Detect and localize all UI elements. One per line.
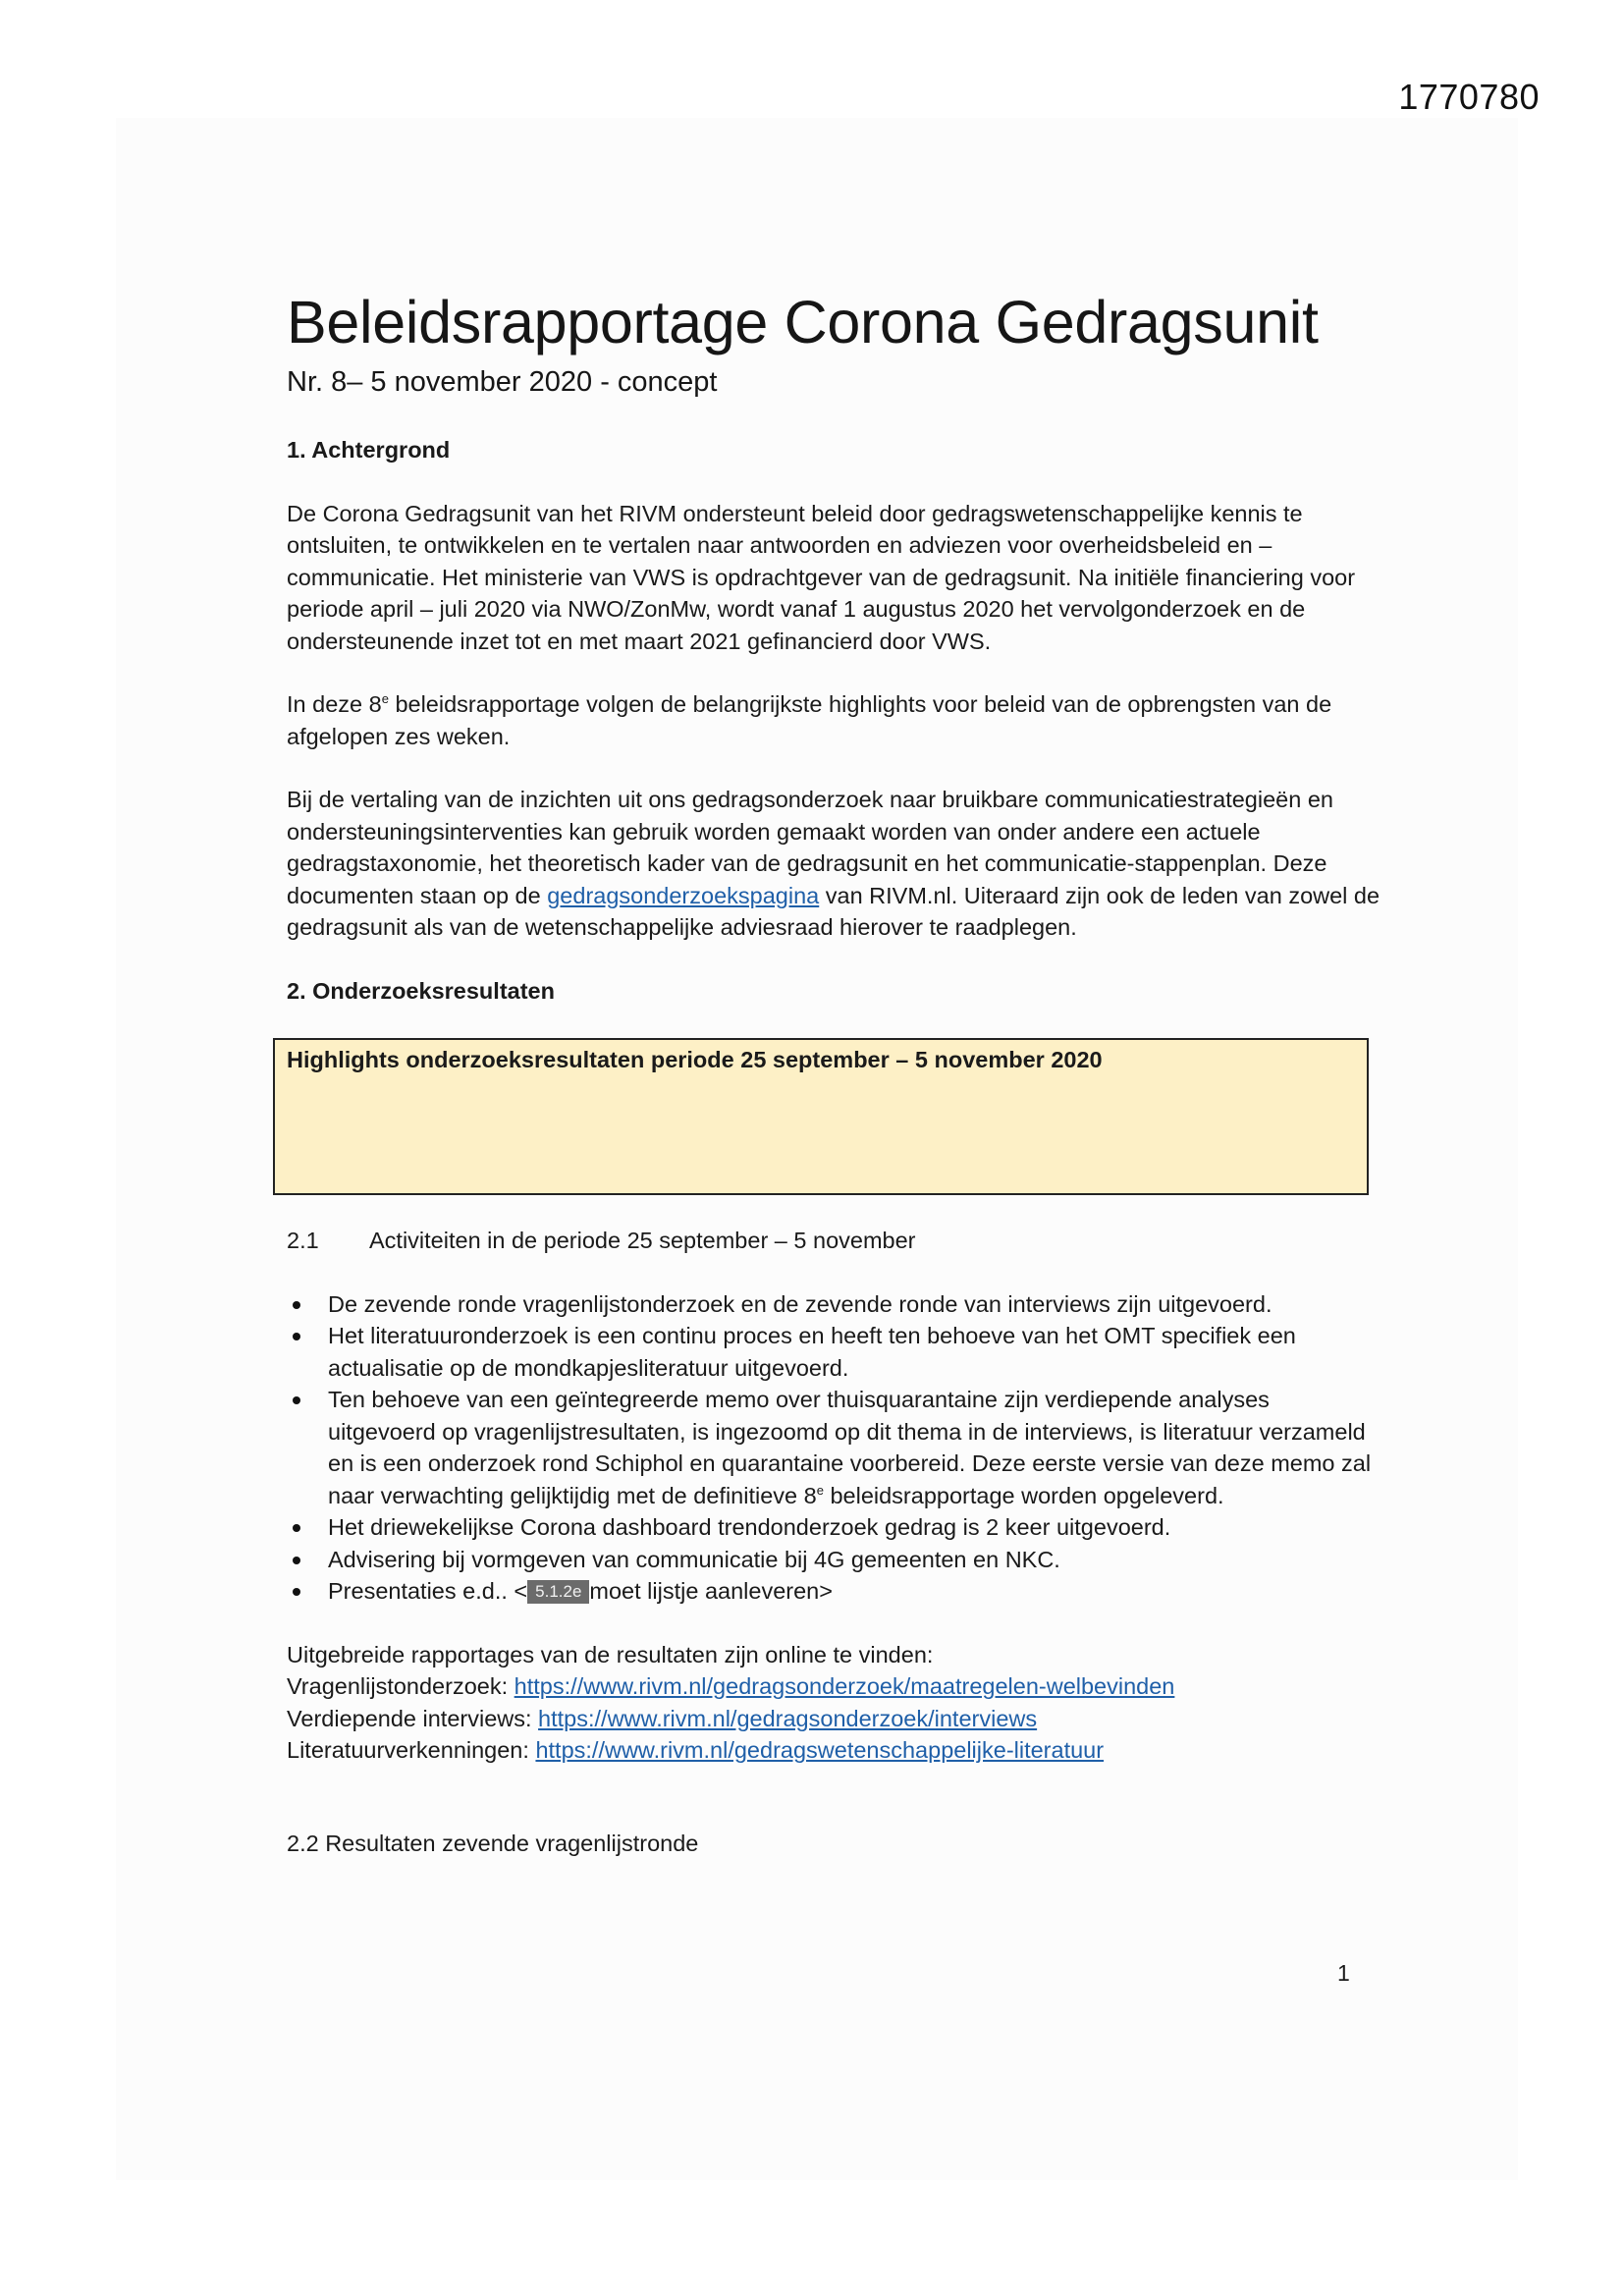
paragraph-translation [287,784,1381,944]
list-item: Advisering bij vormgeven van communicatie bij 4G gemeenten en NKC. [287,1544,1381,1576]
gedragsonderzoekspagina-link[interactable]: gedragsonderzoekspagina [547,882,820,908]
document-title: Beleidsrapportage Corona Gedragsunit [287,289,1319,355]
highlights-box-title: Highlights onderzoeksresultaten periode 25 september – 5 november 2020 [287,1047,1103,1072]
activities-list [287,1288,1381,1608]
paragraph-background: De Corona Gedragsunit van het RIVM ondersteunt beleid door gedragswetenschappelijke kennis te ontsluiten, te ontwikkelen en te vertalen naar antwoorden en adviezen voor overheidsbeleid en – communicatie. Het ministerie van VWS is opdrachtgever van de gedragsunit. Na initiële financiering voor periode april – juli 2020 via NWO/ZonMw, wordt vanaf 1 augustus 2020 het vervolgonderzoek en de ondersteunende inzet tot en met maart 2021 gefinancierd door VWS. [287,500,1356,654]
reports-intro: Uitgebreide rapportages van de resultaten zijn online te vinden: [287,1641,934,1667]
section-heading-onderzoeksresultaten: 2. Onderzoeksresultaten [287,977,555,1004]
interviews-link[interactable]: https://www.rivm.nl/gedragsonderzoek/interviews [538,1705,1038,1731]
text-fragment: Presentaties e.d.. < [328,1578,528,1604]
text-fragment: Bij de vertaling van de inzichten uit ons gedragsonderzoek naar bruikbare communicatiestrategieën en ondersteuningsinterventies kan gebruik worden gemaakt worden van onder andere een actuele gedragstaxonomie, het theoretisch kader van de gedragsunit en het communicatie-stappenplan. Deze documenten staan op de [287,787,1333,908]
document-id: 1770780 [1398,77,1540,117]
report-label: Vragenlijstonderzoek: [287,1673,514,1699]
document-subtitle: Nr. 8– 5 november 2020 - concept [287,366,718,398]
subsection-heading-2-2: 2.2 Resultaten zevende vragenlijstronde [287,1830,699,1856]
text-fragment: van RIVM.nl. Uiteraard zijn ook de leden van zowel de gedragsunit als van de wetenschappelijke adviesraad hierover te raadplegen. [287,882,1380,940]
text-fragment: moet lijstje aanleveren> [589,1578,833,1604]
report-label: Literatuurverkenningen: [287,1737,536,1763]
list-item [287,1575,1381,1608]
report-line-interviews [287,1703,1381,1735]
highlights-box [273,1038,1369,1195]
paragraph-report-intro [287,688,1381,752]
superscript: e [381,691,389,707]
vragenlijst-link[interactable]: https://www.rivm.nl/gedragsonderzoek/maatregelen-welbevinden [514,1673,1175,1699]
report-line-vragenlijst [287,1670,1381,1703]
text-fragment: In deze 8 [287,691,382,717]
subsection-number: 2.1 [287,1228,319,1253]
text-fragment: Ten behoeve van een geïntegreerde memo over thuisquarantaine zijn verdiepende analyses uitgevoerd op vragenlijstresultaten, is ingezoomd op dit thema in de interviews, is literatuur verzameld en is een onderzoek rond Schiphol en quarantaine voorbereid. Deze eerste versie van deze memo zal naar verwachting gelijktijdig met de definitieve 8 [328,1387,1372,1508]
list-item [287,1384,1381,1511]
subsection-title: Activiteiten in de periode 25 september – 5 november [369,1228,916,1253]
list-item: De zevende ronde vragenlijstonderzoek en de zevende ronde van interviews zijn uitgevoerd. [287,1288,1381,1321]
literatuur-link[interactable]: https://www.rivm.nl/gedragswetenschappelijke-literatuur [535,1737,1105,1763]
list-item: Het literatuuronderzoek is een continu proces en heeft ten behoeve van het OMT specifiek een actualisatie op de mondkapjesliteratuur uitgevoerd. [287,1320,1381,1384]
superscript: e [816,1482,824,1498]
text-fragment: beleidsrapportage worden opgeleverd. [823,1482,1224,1508]
page-number: 1 [1337,1960,1350,1986]
text-fragment: beleidsrapportage volgen de belangrijkste highlights voor beleid van de opbrengsten van de afgelopen zes weken. [287,691,1332,749]
redaction-label: 5.1.2e [527,1580,589,1604]
report-line-literatuur [287,1734,1381,1767]
list-item: Het driewekelijkse Corona dashboard trendonderzoek gedrag is 2 keer uitgevoerd. [287,1511,1381,1544]
report-label: Verdiepende interviews: [287,1705,539,1731]
subsection-heading-2-1 [287,1225,1381,1257]
section-heading-achtergrond: 1. Achtergrond [287,437,451,463]
page-content [287,287,1381,1859]
